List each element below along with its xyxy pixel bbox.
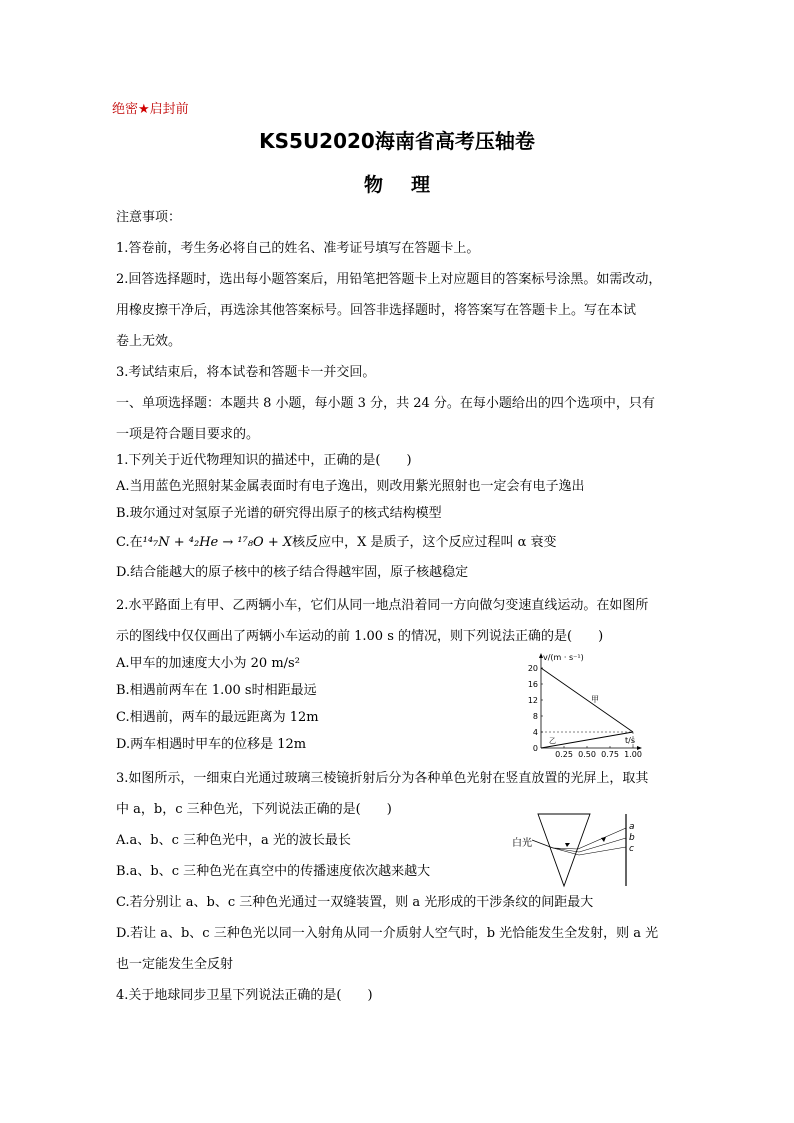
exam-title: KS5U2020海南省高考压轴卷: [259, 129, 535, 153]
subject-title: 物理: [363, 174, 458, 196]
note-item-3: 3.考试结束后，将本试卷和答题卡一并交回。: [116, 365, 376, 380]
q3-stem-line-1: 3.如图所示，一细束白光通过玻璃三棱镜折射后分为各种单色光射在竖直放置的光屏上，取其: [116, 771, 649, 786]
vt-y-tick-label: 0: [532, 744, 538, 753]
vt-x-tick-label: 1.00: [624, 750, 642, 758]
ray-c: [579, 847, 626, 855]
q1-option-d: D.结合能越大的原子核中的核子结合得越牢固，原子核越稳定: [116, 565, 469, 580]
note-item-2-line-1: 2.回答选择题时，选出每小题答案后，用铅笔把答题卡上对应题目的答案标号涂黑。如需改动，: [116, 272, 662, 287]
vt-series-line-jia: [541, 668, 633, 732]
vt-label-yi: 乙: [549, 737, 556, 745]
q3-stem-line-2: 中 a，b，c 三种色光，下列说法正确的是( ): [116, 802, 392, 817]
note-item-2-line-3: 卷上无效。: [116, 334, 182, 349]
prism-icon: [538, 814, 590, 886]
section-1-heading-line-1: 一、单项选择题：本题共 8 小题，每小题 3 分，共 24 分。在每小题给出的四个选项中，只有: [116, 396, 655, 411]
white-light-label: 白光: [512, 838, 532, 849]
vt-y-tick-label: 8: [532, 712, 538, 721]
vt-y-tick-label: 4: [532, 728, 538, 737]
q1-option-c-suffix: 核反应中，X 是质子，这个反应过程叫 α 衰变: [292, 535, 557, 550]
q1-option-c: [116, 534, 557, 552]
q1-option-b: B.玻尔通过对氢原子光谱的研究得出原子的核式结构模型: [116, 506, 442, 521]
vt-y-tick-label: 20: [527, 664, 538, 673]
q2-option-b: B.相遇前两车在 1.00 s时相距最远: [116, 683, 317, 698]
white-light-ray: [532, 840, 553, 848]
vt-y-tick-label: 12: [527, 696, 538, 705]
q2-option-a: A.甲车的加速度大小为 20 m/s²: [116, 656, 300, 671]
confidential-after: 启封前: [149, 102, 189, 117]
q3-option-b: B.a、b、c 三种色光在真空中的传播速度依次越来越大: [116, 864, 431, 879]
notes-heading: 注意事项：: [116, 210, 182, 225]
confidential-mark: [112, 98, 189, 117]
prism-figure: [508, 812, 638, 890]
note-item-2-line-2: 用橡皮擦干净后，再选涂其他答案标号。回答非选择题时，将答案写在答题卡上。写在本试: [116, 303, 637, 318]
star-icon: ★: [138, 102, 150, 117]
note-item-1: 1.答卷前，考生务必将自己的姓名、准考证号填写在答题卡上。: [116, 241, 480, 256]
vt-x-tick-label: 0.50: [578, 750, 596, 758]
vt-graph: [515, 650, 645, 758]
vt-y-tick-label: 16: [527, 680, 538, 689]
vt-x-tick-label: 0.75: [601, 750, 619, 758]
vt-y-axis-label: v/(m · s⁻¹): [543, 653, 584, 662]
q1-nuclear-equation: ¹⁴₇N + ⁴₂He → ¹⁷₈O + X: [142, 535, 293, 550]
ray-b: [579, 838, 626, 852]
q3-option-d-line-1: D.若让 a、b、c 三种色光以同一入射角从同一介质射人空气时，b 光恰能发生全发射，则 a 光: [116, 926, 659, 941]
label-b: b: [629, 833, 635, 843]
confidential-before: 绝密: [112, 102, 139, 117]
q4-stem: 4.关于地球同步卫星下列说法正确的是( ): [116, 988, 373, 1003]
vt-x-axis-label: t/s: [625, 736, 635, 745]
q1-option-c-prefix: C.在: [116, 535, 143, 550]
vt-series: [541, 668, 633, 748]
q3-option-c: C.若分别让 a、b、c 三种色光通过一双缝装置，则 a 光形成的干涉条纹的间距最大: [116, 895, 594, 910]
vt-x-tick-label: 0.25: [555, 750, 573, 758]
arrow-icon: [601, 837, 606, 842]
q3-option-d-line-2: 也一定能发生全反射: [116, 957, 234, 972]
arrow-icon: [565, 843, 570, 847]
q2-stem-line-1: 2.水平路面上有甲、乙两辆小车，它们从同一地点沿着同一方向做匀变速直线运动。在如图所: [116, 598, 649, 613]
q2-stem-line-2: 示的图线中仅仅画出了两辆小车运动的前 1.00 s 的情况，则下列说法正确的是( ): [116, 629, 604, 644]
q2-option-c: C.相遇前，两车的最远距离为 12m: [116, 710, 319, 725]
q1-stem: 1.下列关于近代物理知识的描述中，正确的是( ): [116, 453, 412, 468]
section-1-heading-line-2: 一项是符合题目要求的。: [116, 427, 260, 442]
q1-option-a: A.当用蓝色光照射某金属表面时有电子逸出，则改用紫光照射也一定会有电子逸出: [116, 479, 585, 494]
label-a: a: [629, 822, 635, 832]
label-c: c: [629, 844, 634, 854]
q3-option-a: A.a、b、c 三种色光中，a 光的波长最长: [116, 833, 351, 848]
vt-label-jia: 甲: [591, 695, 599, 704]
q2-option-d: D.两车相遇时甲车的位移是 12m: [116, 737, 307, 752]
